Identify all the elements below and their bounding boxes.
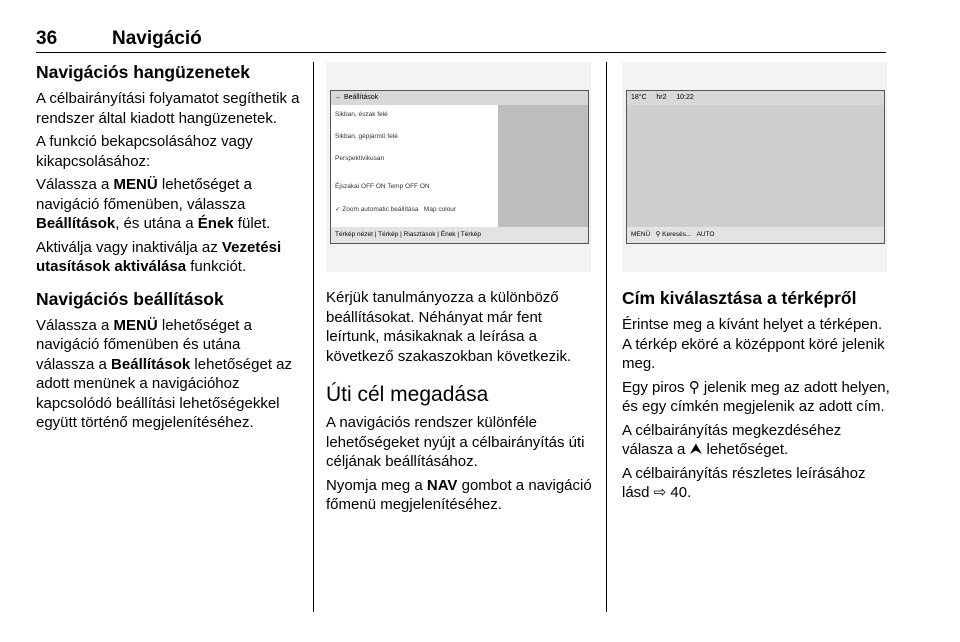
- toggle-row: Éjszakai OFF ON Temp OFF ON: [335, 183, 430, 190]
- paragraph: Válassza a MENÜ lehetőséget a navigáció főmenüben és utána válassza a Beállítások lehetőséget az adott menünek a navigációhoz kapcsolódó beállítási lehetőségekkel együtt történő megjelenítéséhez.: [36, 316, 293, 431]
- column-divider: [606, 62, 607, 612]
- paragraph: Válassza a MENÜ lehetőséget a navigáció főmenüben, válassza Beállítások, és utána a Ének fület.: [36, 176, 271, 232]
- column-middle: [326, 62, 596, 519]
- map-screenshot: [622, 62, 887, 272]
- settings-title-bar: [331, 91, 588, 105]
- column-left: [36, 62, 301, 437]
- map-screen: [626, 90, 885, 244]
- reference-arrow-icon: ⇨: [653, 484, 667, 501]
- map-status-bar: 18°C hr2 10:22: [627, 91, 884, 105]
- back-arrow-icon: ←: [335, 94, 344, 101]
- option-row: Sikban, észak felé: [335, 111, 388, 118]
- paragraph: Kérjük tanulmányozza a különböző beállításokat. Néhányat már fent leírtunk, másikaknak a leírása a következő szakaszokban következik.: [326, 289, 572, 365]
- map-view: [627, 105, 884, 227]
- column-right: [622, 62, 892, 507]
- paragraph: Nyomja meg a NAV gombot a navigáció főmenü megjelenítéséhez.: [326, 476, 592, 514]
- paragraph: A célbairányítási folyamatot segíthetik a rendszer által kiadott hangüzenetek.: [36, 90, 300, 127]
- heading-map-select: Cím kiválasztása a térképről: [622, 288, 857, 308]
- navigate-icon: ⮝: [689, 441, 703, 458]
- option-row: Perspektivikusan: [335, 155, 385, 162]
- settings-title: Beállítások: [343, 94, 379, 101]
- paragraph: A célbairányítás megkezdéséhez válasza a ⮝ lehetőséget.: [622, 421, 842, 458]
- heading-nav-settings: Navigációs beállítások: [36, 288, 224, 309]
- map-preview: [498, 105, 588, 227]
- paragraph: Érintse meg a kívánt helyet a térképen. A térkép eköré a középpont köré jelenik meg.: [622, 316, 885, 372]
- settings-screenshot: [326, 62, 591, 272]
- paragraph: Egy piros ⚲ jelenik meg az adott helyen, és egy címkén megjelenik az adott cím.: [622, 378, 890, 415]
- heading-voice-messages: Navigációs hangüzenetek: [36, 62, 250, 82]
- settings-screen: [330, 90, 589, 244]
- paragraph: A navigációs rendszer különféle lehetőségeket nyújt a célbairányítás úti céljának beállításához.: [326, 414, 585, 471]
- map-footer: MENÜ ⚲ Keresés... AUTO: [627, 227, 884, 243]
- settings-tabs: Térkép nézet | Térkép | Riasztások | Ének | Térkép: [331, 227, 588, 243]
- option-row: Sikban, gépjármű felé: [335, 133, 398, 140]
- heading-destination: Úti cél megadása: [326, 383, 489, 406]
- zoom-row: ✓ Zoom automatic beállítása Map colour: [335, 206, 457, 213]
- paragraph: A funkció bekapcsolásához vagy kikapcsolásához:: [36, 133, 253, 170]
- check-icon: ✓: [335, 206, 343, 213]
- page-title: Navigáció: [112, 28, 202, 49]
- page-number: 36: [36, 28, 58, 49]
- pin-icon: ⚲: [688, 378, 700, 396]
- page-header: [36, 28, 886, 53]
- paragraph: Aktiválja vagy inaktiválja az Vezetési utasítások aktiválása funkciót.: [36, 238, 282, 275]
- paragraph: A célbairányítás részletes leírásához lásd ⇨ 40.: [622, 464, 866, 501]
- search-icon: ⚲: [655, 231, 661, 238]
- column-divider: [313, 62, 314, 612]
